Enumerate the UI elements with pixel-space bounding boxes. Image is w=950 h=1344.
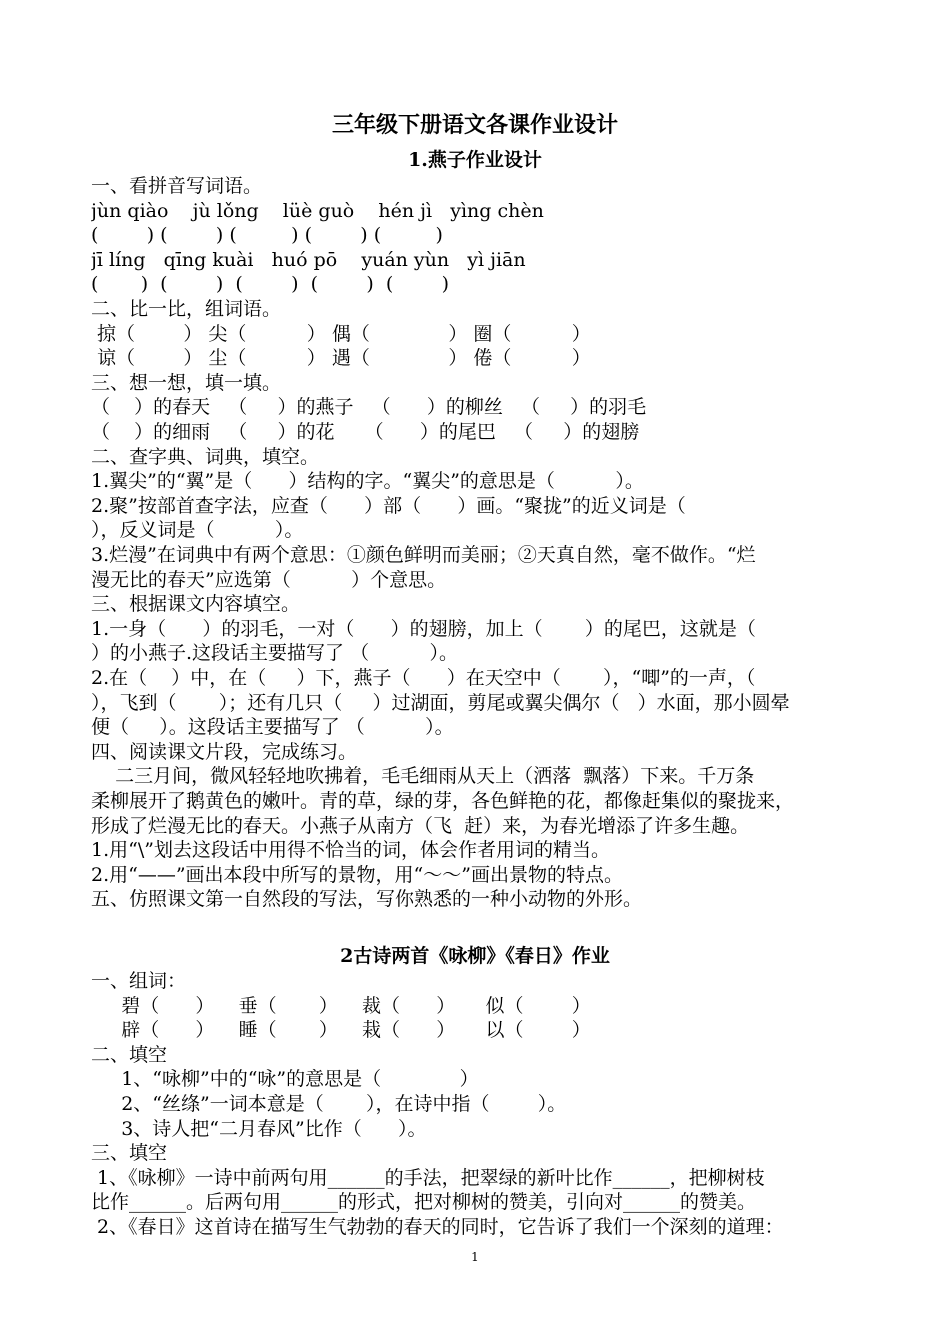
lesson1-line: 1.一身（ ）的羽毛，一对（ ）的翅膀，加上（ ）的尾巴，这就是（ (91, 617, 756, 640)
lesson1-line: ）的小燕子.这段话主要描写了 （ ）。 (91, 642, 458, 665)
lesson1-line: 漫无比的春天”应选第（ ）个意思。 (91, 568, 447, 591)
document-title: 三年级下册语文各课作业设计 (331, 112, 618, 138)
lesson2-line: 三、填空 (91, 1142, 168, 1165)
lesson1-line: 二三月间，微风轻轻地吹拂着，毛毛细雨从天上（洒落 飘落）下来。千万条 (91, 765, 755, 788)
lesson2-line: 1、“咏柳”中的“咏”的意思是（ ） (91, 1068, 479, 1091)
lesson1-title: 1.燕子作业设计 (408, 149, 542, 171)
lesson1-line: 便（ ）。这段话主要描写了 （ ）。 (91, 716, 454, 739)
lesson1-line: 3.烂漫”在词典中有两个意思：①颜色鲜明而美丽；②天真自然，毫不做作。“烂 (91, 544, 756, 566)
lesson2-line: 辟（ ） 睡（ ） 栽（ ） 以（ ） (91, 1019, 591, 1042)
lesson1-line: ( ) ( ) ( ) ( ) ( ) (91, 224, 443, 247)
lesson1-line: ），反义词是（ ）。 (91, 519, 304, 542)
lesson2-line: 碧（ ） 垂（ ） 裁（ ） 似（ ） (91, 994, 591, 1017)
lesson1-line: 柔柳展开了鹅黄色的嫩叶。青的草，绿的芽，各色鲜艳的花，都像赶集似的聚拢来， (91, 790, 795, 812)
lesson1-line: 2.用“——”画出本段中所写的景物，用“～～”画出景物的特点。 (91, 863, 623, 886)
lesson1-line: 五、仿照课文第一自然段的写法，写你熟悉的一种小动物的外形。 (91, 888, 643, 911)
lesson1-line: 2.聚”按部首查字法，应查（ ）部（ ）画。“聚拢”的近义词是（ (91, 494, 686, 517)
lesson1-line: 1.翼尖”的“翼”是（ ）结构的字。“翼尖”的意思是（ ）。 (91, 470, 644, 493)
lesson2-line: 3、诗人把“二月春风”比作（ ）。 (91, 1117, 427, 1140)
lesson1-line: 二、比一比，组词语。 (91, 298, 282, 320)
lesson1-line: 四、阅读课文片段，完成练习。 (91, 740, 358, 763)
lesson1-line: 掠（ ） 尖（ ） 偶（ ） 圈（ ） (91, 322, 591, 345)
lesson1-line: （ ）的春天 （ ）的燕子 （ ）的柳丝 （ ）的羽毛 (91, 396, 647, 419)
lesson1-line: 形成了烂漫无比的春天。小燕子从南方（飞 赶）来，为春光增添了许多生趣。 (91, 814, 750, 837)
lesson1-line: 三、想一想，填一填。 (91, 371, 282, 394)
lesson2-line: 2、《春日》这首诗在描写生气勃勃的春天的同时，它告诉了我们一个深刻的道理： (91, 1216, 784, 1238)
lesson1-line: 一、看拼音写词语。 (91, 175, 263, 197)
lesson1-line: ( ) ( ) ( ) ( ) ( ) (91, 273, 449, 296)
lesson1-line: 谅（ ） 尘（ ） 遇（ ） 倦（ ） (91, 347, 591, 370)
lesson2-title: 2古诗两首《咏柳》《春日》作业 (340, 945, 610, 967)
lesson1-line: 三、根据课文内容填空。 (91, 593, 301, 616)
lesson2-line: 一、组词： (91, 970, 187, 992)
lesson1-line: jī líng qīng kuài huó pō yuán yùn yì jiān (91, 248, 526, 271)
lesson1-line: 2.在（ ）中，在（ ）下，燕子（ ）在天空中（ ），“唧”的一声，（ (91, 667, 756, 689)
lesson2-line: 比作______。后两句用______的形式，把对柳树的赞美，引向对______的赞美。 (91, 1191, 757, 1214)
lesson2-line: 二、填空 (91, 1043, 168, 1066)
lesson2-line: 1、《咏柳》一诗中前两句用______的手法，把翠绿的新叶比作______，把柳树枝 (91, 1166, 765, 1189)
lesson1-line: 二、查字典、词典，填空。 (91, 445, 320, 468)
page-number: 1 (471, 1250, 479, 1264)
lesson2-line: 2、“丝绦”一词本意是（ ），在诗中指（ ）。 (91, 1093, 567, 1115)
lesson1-line: jùn qiào jù lǒng lüè guò hén jì yìng chèn (91, 199, 544, 222)
lesson1-line: （ ）的细雨 （ ）的花 （ ）的尾巴 （ ）的翅膀 (91, 421, 640, 443)
lesson1-line: ），飞到（ ）；还有几只（ ）过湖面，剪尾或翼尖偶尔（ ）水面，那小圆晕 (91, 691, 790, 714)
lesson1-line: 1.用“\”划去这段话中用得不恰当的词，体会作者用词的精当。 (91, 839, 610, 862)
